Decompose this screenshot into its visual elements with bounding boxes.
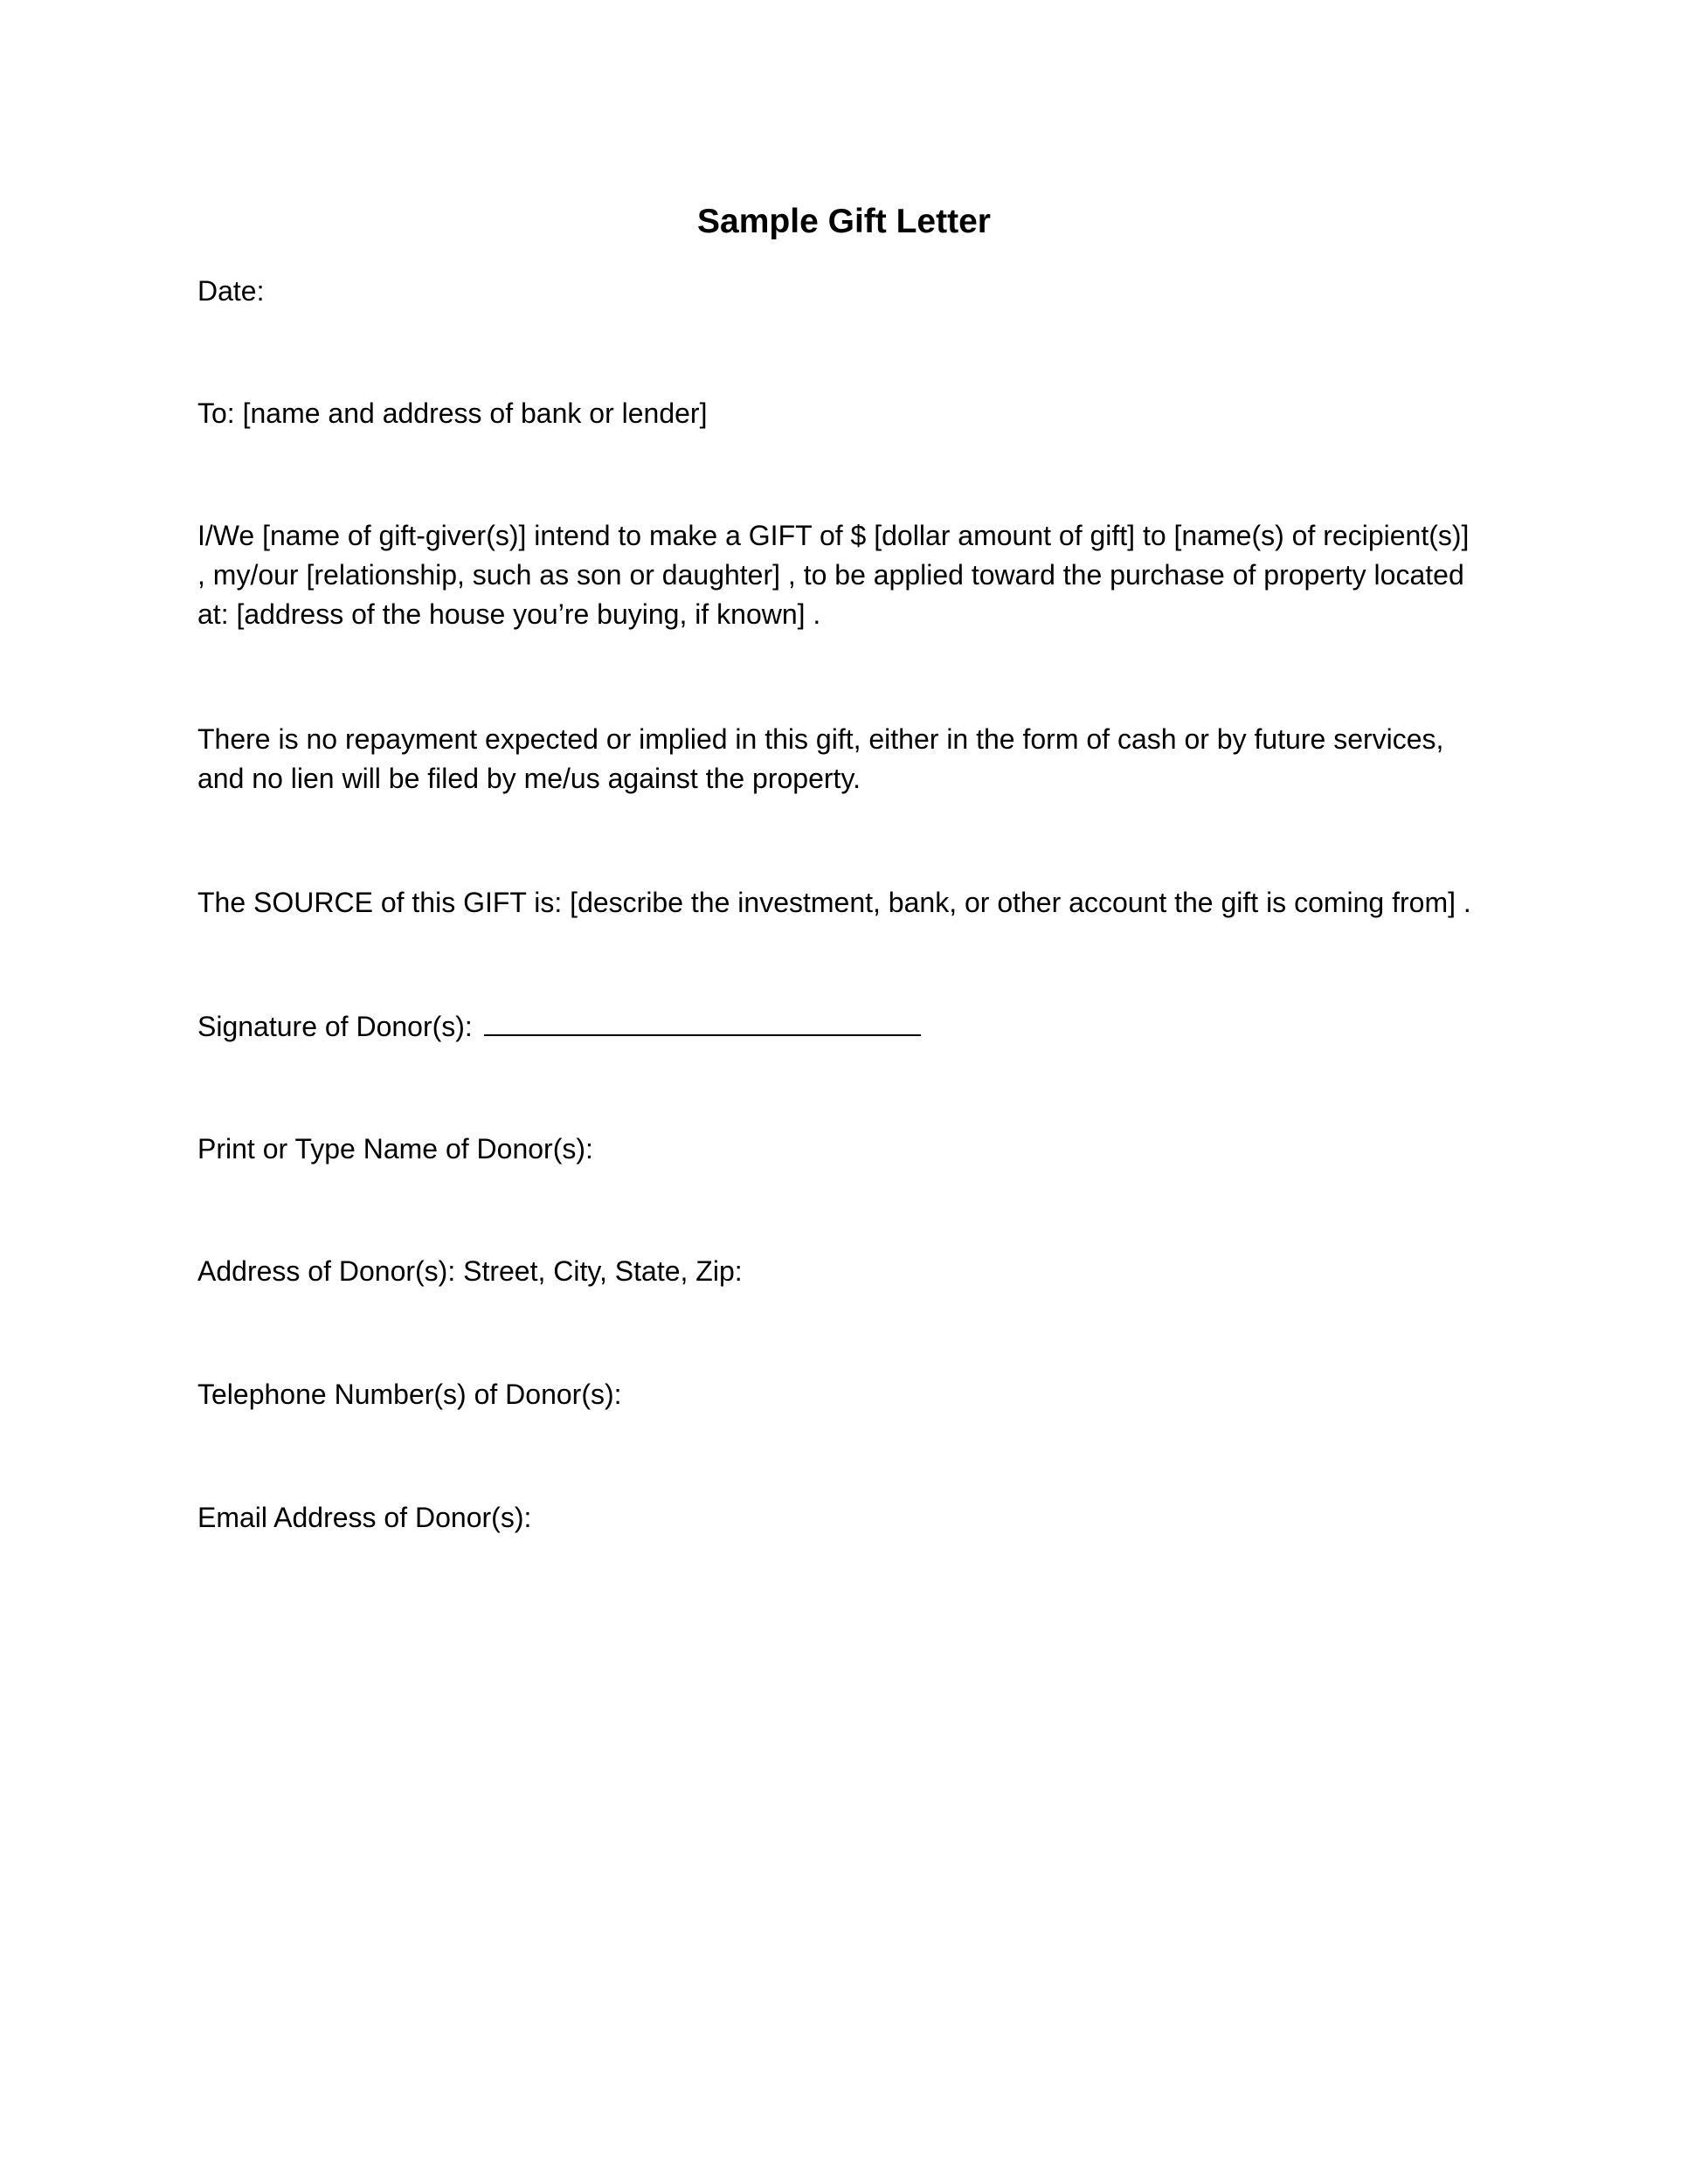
repayment-paragraph-line: and no lien will be filed by me/us against the property. [197, 763, 861, 794]
address-label: Address of Donor(s): Street, City, State, Zip: [197, 1255, 743, 1287]
signature-row [197, 1006, 1508, 1047]
signature-label: Signature of Donor(s): [197, 1011, 473, 1042]
date-label: Date: [197, 275, 265, 307]
email-label: Email Address of Donor(s): [197, 1502, 532, 1533]
gift-paragraph [197, 516, 1508, 634]
signature-blank-line[interactable] [484, 1006, 921, 1036]
print-name-label: Print or Type Name of Donor(s): [197, 1133, 593, 1165]
source-line: The SOURCE of this GIFT is: [describe the investment, bank, or other account the gift is coming from] . [197, 887, 1471, 918]
gift-paragraph-line: at: [address of the house you’re buying, if known] . [197, 598, 821, 630]
gift-paragraph-line: I/We [name of gift-giver(s)] intend to make a GIFT of $ [dollar amount of gift] to [name(s) of recipient(s)] [197, 520, 1470, 551]
gift-paragraph-line: , my/our [relationship, such as son or daughter] , to be applied toward the purchase of property located [197, 559, 1464, 591]
page-title: Sample Gift Letter [697, 203, 991, 240]
repayment-paragraph-line: There is no repayment expected or implied in this gift, either in the form of cash or by future services, [197, 723, 1444, 755]
to-line: To: [name and address of bank or lender] [197, 397, 708, 429]
telephone-label: Telephone Number(s) of Donor(s): [197, 1379, 622, 1410]
repayment-paragraph [197, 720, 1508, 798]
